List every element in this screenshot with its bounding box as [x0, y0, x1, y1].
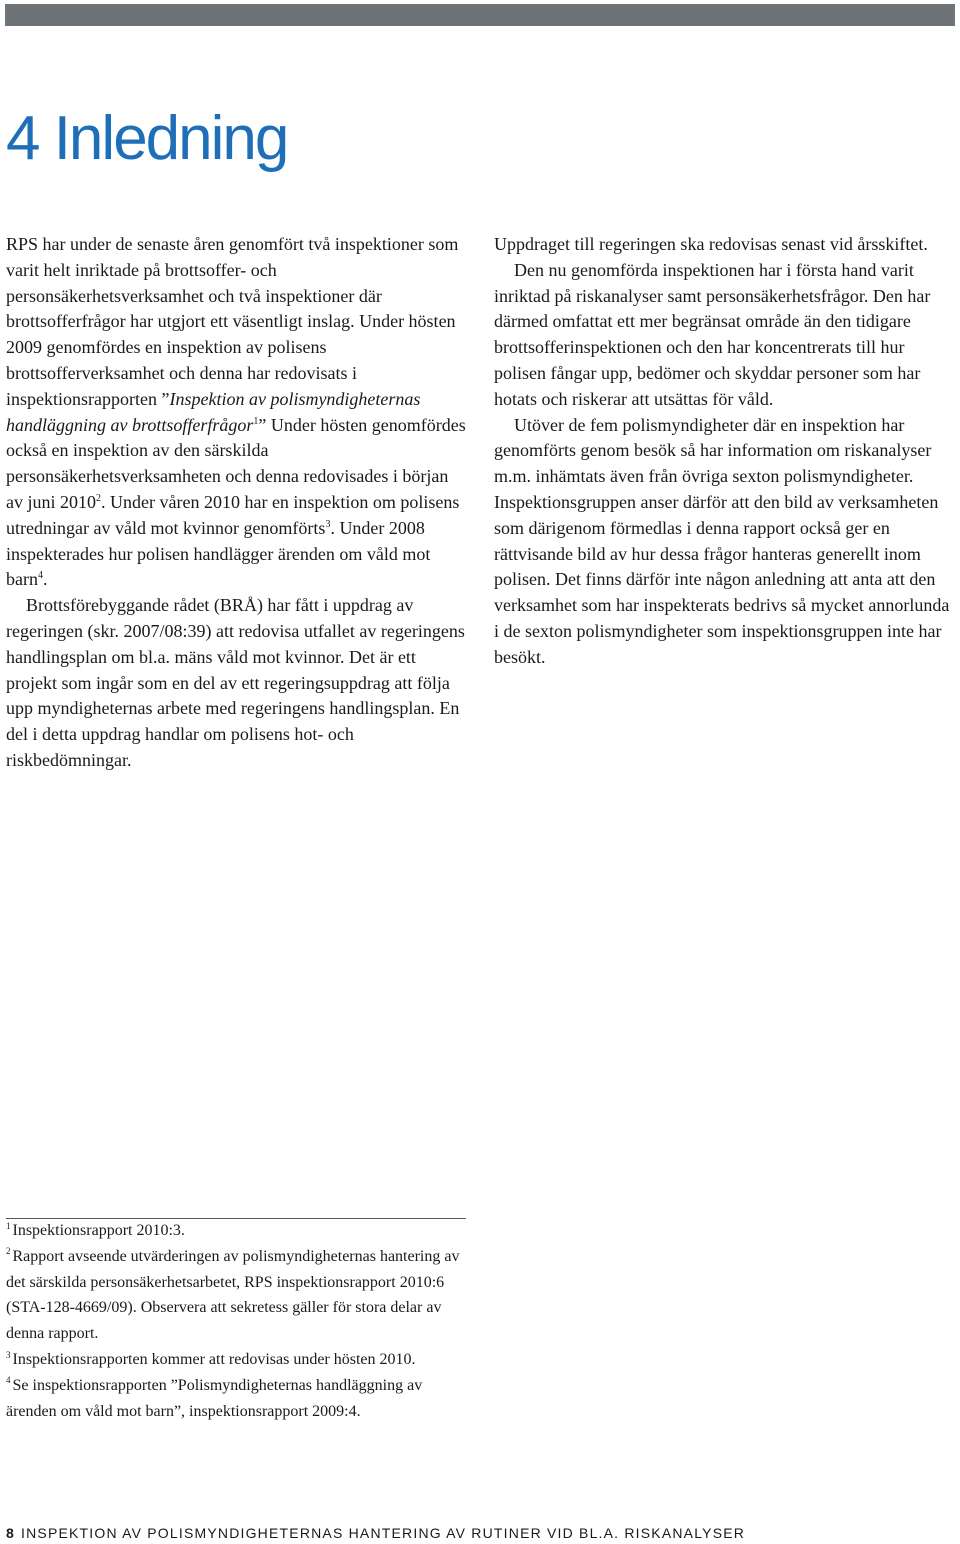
paragraph: Den nu genomförda inspektionen har i första hand varit inriktad på riskanalyser samt personsäkerhetsfrågor. Den har därmed omfattat ett mer begränsat område än den tidigare brottsofferinspektionen och den har koncentrerats till hur polisen fångar upp, bedömer och skyddar personer som har hotats och riskerar att utsättas för våld.	[494, 259, 931, 409]
page-number: 8	[6, 1525, 15, 1541]
footnotes	[6, 1218, 466, 1424]
text-run: .	[42, 569, 48, 590]
paragraph	[6, 232, 466, 593]
paragraph: Uppdraget till regeringen ska redovisas senast vid årsskiftet.	[494, 234, 928, 254]
footnote	[6, 1244, 466, 1347]
footnote	[6, 1373, 466, 1425]
footnote-text: Inspektionsrapport 2010:3.	[12, 1222, 185, 1239]
footnote-number: 1	[6, 1220, 11, 1231]
footnote-text: Se inspektionsrapporten ”Polismyndigheternas handläggning av ärenden om våld mot barn”, inspektionsrapport 2009:4.	[6, 1376, 423, 1420]
footnote	[6, 1218, 466, 1244]
footnote-ref: 1	[253, 415, 259, 427]
paragraph: Utöver de fem polismyndigheter där en inspektion har genomförts genom besök så har information om riskanalyser m.m. inhämtats även från övriga sexton polismyndigheter. Inspektionsgruppen anser därför att den bild av verksamheten som därigenom förmedlas i denna rapport också ger en rättvisande bild av hur dessa frågor hanteras generellt inom polisen. Det finns därför inte någon anledning att anta att den verksamhet som har inspekterats bedrivs så mycket annorlunda i de sexton polismyndigheter som inspektionsgruppen inte har besökt.	[494, 414, 950, 667]
left-column	[6, 232, 466, 774]
text-run: ” Under hösten genomfördes också en inspektion av den särskilda personsäkerhetsverksamheten och denna redovisades i början av juni 2010	[6, 414, 466, 512]
footnote	[6, 1347, 466, 1373]
text-run: RPS har under de senaste åren genomfört två inspektioner som varit helt inriktade på brottsoffer- och personsäkerhetsverksamhet och två inspektioner där brottsofferfrågor har utgjort ett väsentligt inslag. Under hösten 2009 genomfördes en inspektion av polisens brottsofferverksamhet och denna har redovisats i inspektionsrapporten ”	[6, 234, 459, 409]
text-run: . Under våren 2010 har en inspektion om polisens utredningar av våld mot kvinnor genomförts	[6, 491, 460, 538]
footnote-text: Rapport avseende utvärderingen av polismyndigheternas hantering av det särskilda personsäkerhetsarbetet, RPS inspektionsrapport 2010:6 (STA-128-4669/09). Observera att sekretess gäller för stora delar av denna rapport.	[6, 1247, 460, 1343]
text-run: . Under 2008 inspekterades hur polisen handlägger ärenden om våld mot barn	[6, 517, 431, 590]
chapter-title: 4 Inledning	[6, 104, 288, 173]
footnote-number: 4	[6, 1375, 11, 1386]
report-title-italic: Inspektion av polismyndigheternas handläggning av brottsofferfrågor	[6, 388, 421, 435]
header-bar	[5, 4, 955, 26]
footnote-ref: 3	[325, 518, 331, 530]
page-footer	[6, 1525, 745, 1541]
footnote-text: Inspektionsrapporten kommer att redovisas under hösten 2010.	[12, 1350, 416, 1368]
footnote-number: 3	[6, 1349, 11, 1360]
footnote-ref: 4	[37, 570, 43, 582]
paragraph: Brottsförebyggande rådet (BRÅ) har fått i uppdrag av regeringen (skr. 2007/08:39) att redovisa utfallet av regeringens handlingsplan om bl.a. mäns våld mot kvinnor. Det är ett projekt som ingår som en del av ett regeringsuppdrag att följa upp myndigheternas arbete med regeringens handlingsplan. En del i detta uppdrag handlar om polisens hot- och riskbedömningar.	[6, 595, 465, 770]
footnote-ref: 2	[96, 492, 101, 504]
right-column	[494, 232, 956, 671]
footnote-number: 2	[6, 1246, 11, 1257]
running-title: INSPEKTION AV POLISMYNDIGHETERNAS HANTERING AV RUTINER VID BL.A. RISKANALYSER	[21, 1525, 746, 1541]
